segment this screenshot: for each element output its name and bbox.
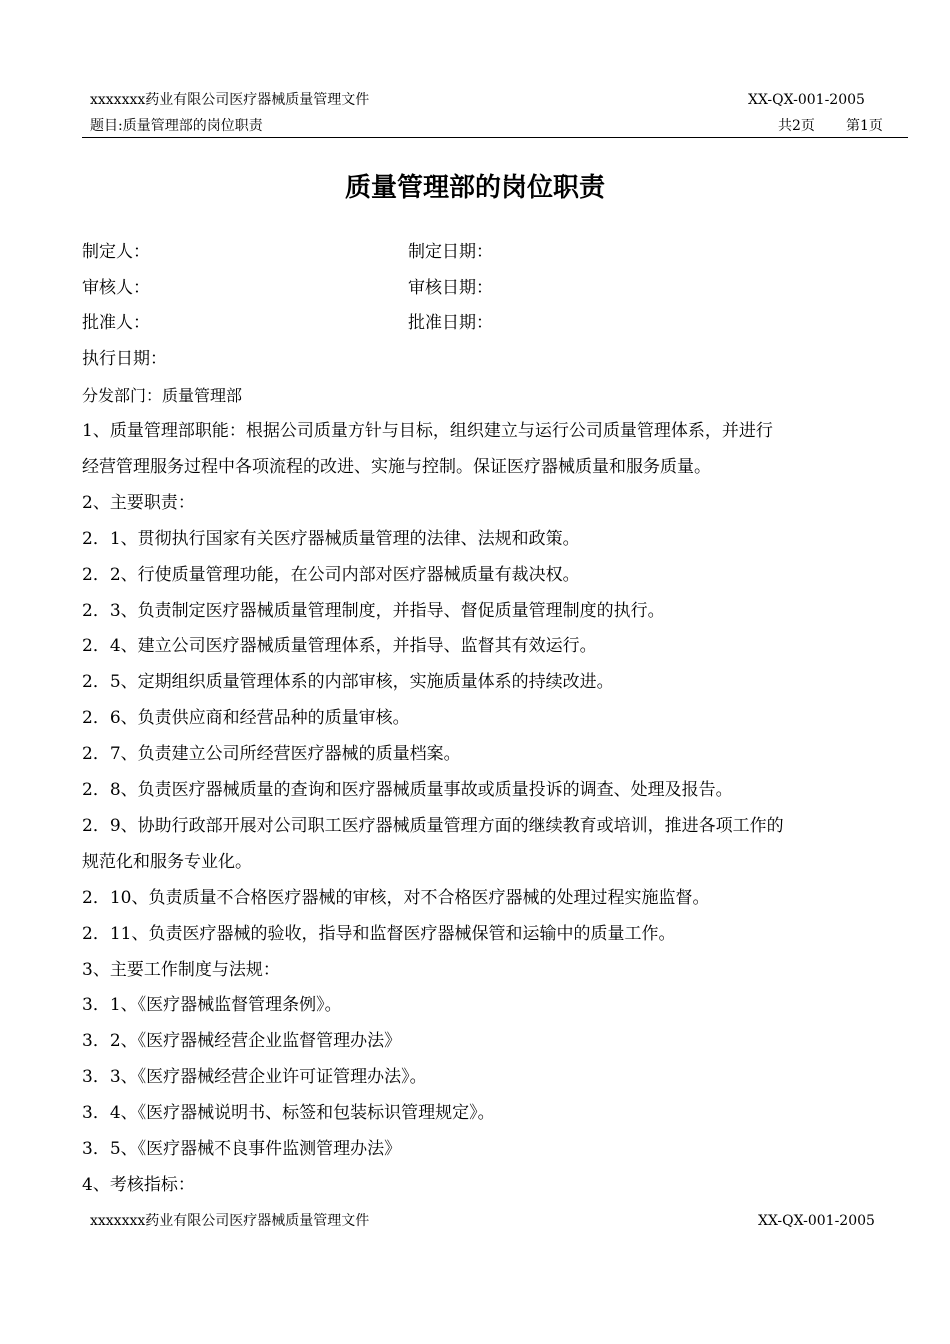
body-line: 3．4、《医疗器械说明书、标签和包装标识管理规定》。 — [82, 1103, 495, 1123]
body-line: 3．2、《医疗器械经营企业监督管理办法》 — [82, 1031, 402, 1051]
meta-reviewer: 审核人： — [82, 278, 150, 298]
document-title: 质量管理部的岗位职责 — [344, 173, 605, 203]
body-line: 2．11、负责医疗器械的验收，指导和监督医疗器械保管和运输中的质量工作。 — [82, 924, 676, 944]
body-line: 2．3、负责制定医疗器械质量管理制度，并指导、督促质量管理制度的执行。 — [82, 601, 665, 621]
body-line: 3．1、《医疗器械监督管理条例》。 — [82, 995, 342, 1015]
header-company-doc: xxxxxxx药业有限公司医疗器械质量管理文件 — [90, 92, 370, 108]
body-line: 2．2、行使质量管理功能，在公司内部对医疗器械质量有裁决权。 — [82, 565, 580, 585]
body-line: 2．7、负责建立公司所经营医疗器械的质量档案。 — [82, 744, 461, 764]
meta-effective-date: 执行日期： — [82, 349, 167, 369]
body-line: 分发部门：质量管理部 — [82, 386, 243, 405]
header-page-current: 第1页 — [846, 118, 883, 134]
header-divider — [82, 137, 908, 138]
body-line: 3．3、《医疗器械经营企业许可证管理办法》。 — [82, 1067, 427, 1087]
body-line: 2．8、负责医疗器械质量的查询和医疗器械质量事故或质量投诉的调查、处理及报告。 — [82, 780, 733, 800]
body-line: 2．5、定期组织质量管理体系的内部审核，实施质量体系的持续改进。 — [82, 672, 614, 692]
meta-drafter: 制定人： — [82, 242, 150, 262]
header-pages-total: 共2页 — [778, 118, 815, 134]
body-line: 2．1、贯彻执行国家有关医疗器械质量管理的法律、法规和政策。 — [82, 529, 580, 549]
body-line: 规范化和服务专业化。 — [82, 852, 252, 872]
meta-approve-date: 批准日期： — [408, 313, 493, 333]
footer-company-doc: xxxxxxx药业有限公司医疗器械质量管理文件 — [90, 1213, 370, 1229]
body-line: 1、质量管理部职能：根据公司质量方针与目标，组织建立与运行公司质量管理体系，并进行 — [82, 421, 773, 441]
body-line: 2．4、建立公司医疗器械质量管理体系，并指导、监督其有效运行。 — [82, 636, 597, 656]
body-line: 2、主要职责： — [82, 493, 195, 513]
footer-doc-code: XX-QX-001-2005 — [758, 1213, 875, 1229]
meta-approver: 批准人： — [82, 313, 150, 333]
body-line: 2．9、协助行政部开展对公司职工医疗器械质量管理方面的继续教育或培训，推进各项工作的 — [82, 816, 784, 836]
body-line: 2．10、负责质量不合格医疗器械的审核，对不合格医疗器械的处理过程实施监督。 — [82, 888, 710, 908]
body-line: 3．5、《医疗器械不良事件监测管理办法》 — [82, 1139, 402, 1159]
body-line: 2．6、负责供应商和经营品种的质量审核。 — [82, 708, 410, 728]
body-line: 3、主要工作制度与法规： — [82, 960, 280, 980]
body-line: 经营管理服务过程中各项流程的改进、实施与控制。保证医疗器械质量和服务质量。 — [82, 457, 711, 477]
header-doc-code: XX-QX-001-2005 — [748, 92, 865, 108]
header-subject: 题目:质量管理部的岗位职责 — [90, 118, 263, 134]
meta-review-date: 审核日期： — [408, 278, 493, 298]
meta-draft-date: 制定日期： — [408, 242, 493, 262]
body-line: 4、考核指标： — [82, 1175, 195, 1195]
